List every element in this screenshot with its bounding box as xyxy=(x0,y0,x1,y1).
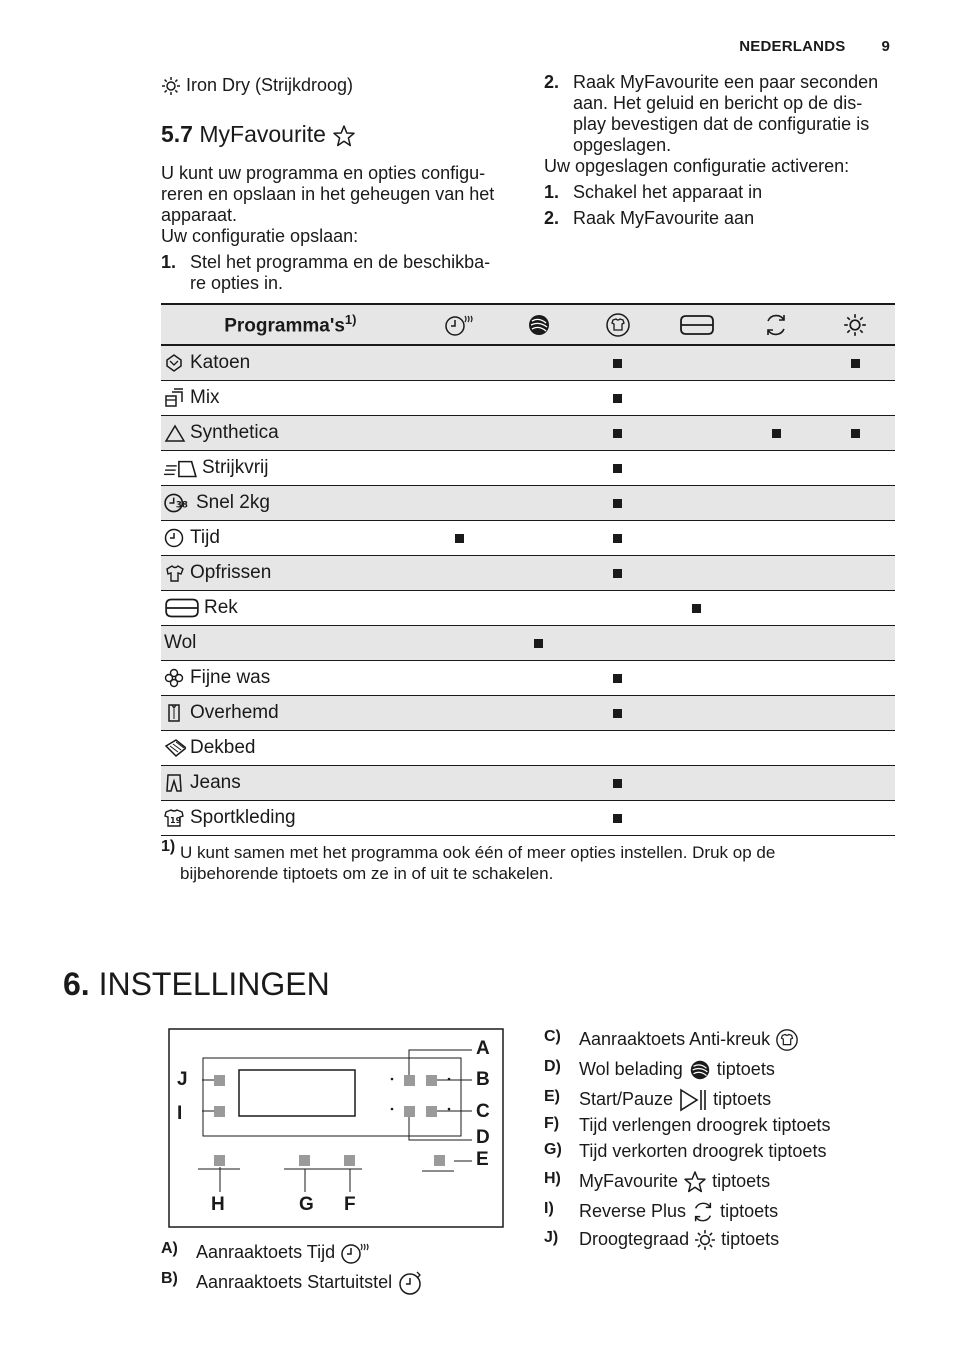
legend-left: A) Aanraaktoets Tijd B) Aanraaktoets Startuitstel xyxy=(161,1240,501,1330)
step-number: 2. xyxy=(544,72,560,92)
option-cell-rack-icon xyxy=(657,521,736,556)
step-number: 1. xyxy=(544,182,560,202)
jeans-icon xyxy=(164,772,186,793)
option-cell-reverse-plus-icon xyxy=(737,345,816,381)
option-cell-reverse-plus-icon xyxy=(737,661,816,696)
option-cell-wool-icon xyxy=(499,381,578,416)
option-cell-dryness-icon xyxy=(816,345,895,381)
delicates-icon xyxy=(164,667,186,688)
option-cell-dryness-icon xyxy=(816,381,895,416)
programme-name-cell xyxy=(161,661,420,696)
programme-name-cell xyxy=(161,416,420,451)
option-cell-wool-icon xyxy=(499,345,578,381)
option-cell-reverse-plus-icon xyxy=(737,591,816,626)
label-f: F xyxy=(344,1194,356,1215)
programme-name-cell xyxy=(161,556,420,591)
programme-name-cell xyxy=(161,451,420,486)
option-cell-rack-icon xyxy=(657,766,736,801)
step-line: re opties in. xyxy=(190,273,284,293)
option-cell-anti-crease-icon xyxy=(578,801,657,836)
anti-crease-icon xyxy=(775,1028,799,1052)
iron-dry-item xyxy=(161,75,353,96)
option-cell-time-icon xyxy=(420,801,499,836)
programme-name: Tijd xyxy=(190,527,220,548)
option-marker xyxy=(613,429,622,438)
cotton-icon xyxy=(164,352,186,373)
table-row xyxy=(161,521,895,556)
option-cell-anti-crease-icon xyxy=(578,381,657,416)
time-icon xyxy=(420,304,499,345)
option-marker xyxy=(613,709,622,718)
option-marker xyxy=(613,814,622,823)
step-number: 2. xyxy=(544,208,560,228)
option-cell-time-icon xyxy=(420,626,499,661)
option-cell-reverse-plus-icon xyxy=(737,556,816,591)
option-cell-anti-crease-icon xyxy=(578,591,657,626)
option-cell-rack-icon xyxy=(657,556,736,591)
programme-name: Rek xyxy=(204,597,238,618)
option-cell-anti-crease-icon xyxy=(578,696,657,731)
footnote-line: bijbehorende tiptoets om ze in of uit te schakelen. xyxy=(180,864,554,883)
option-cell-anti-crease-icon xyxy=(578,556,657,591)
footnote-ref: 1) xyxy=(344,311,357,327)
svg-text:38: 38 xyxy=(175,500,188,511)
rack-icon xyxy=(164,597,200,618)
sportswear-icon xyxy=(164,807,186,828)
option-marker xyxy=(613,674,622,683)
table-row xyxy=(161,661,895,696)
option-cell-dryness-icon xyxy=(816,661,895,696)
step-number: 1. xyxy=(161,252,177,272)
option-cell-rack-icon xyxy=(657,345,736,381)
option-cell-time-icon xyxy=(420,345,499,381)
option-cell-wool-icon xyxy=(499,801,578,836)
option-marker xyxy=(692,604,701,613)
table-row xyxy=(161,696,895,731)
option-cell-wool-icon xyxy=(499,661,578,696)
option-marker xyxy=(851,429,860,438)
programme-name: Strijkvrij xyxy=(202,457,269,478)
section-title: MyFavourite xyxy=(199,121,326,147)
option-marker xyxy=(613,359,622,368)
option-cell-anti-crease-icon xyxy=(578,766,657,801)
label-e: E xyxy=(476,1149,489,1170)
programme-name: Sportkleding xyxy=(190,807,296,828)
option-cell-reverse-plus-icon xyxy=(737,696,816,731)
programme-name-cell xyxy=(161,766,420,801)
option-cell-reverse-plus-icon xyxy=(737,626,816,661)
option-cell-time-icon xyxy=(420,766,499,801)
label-j: J xyxy=(177,1069,188,1090)
option-cell-rack-icon xyxy=(657,801,736,836)
option-cell-time-icon xyxy=(420,451,499,486)
table-row xyxy=(161,486,895,521)
programme-name: Mix xyxy=(190,387,220,408)
label-a: A xyxy=(476,1038,490,1059)
table-row xyxy=(161,381,895,416)
option-cell-time-icon xyxy=(420,521,499,556)
programme-name-cell xyxy=(161,486,420,521)
option-cell-wool-icon xyxy=(499,696,578,731)
option-marker xyxy=(772,429,781,438)
option-cell-time-icon xyxy=(420,696,499,731)
programme-name: Dekbed xyxy=(190,737,256,758)
control-panel-diagram xyxy=(168,1028,504,1228)
language-label: NEDERLANDS xyxy=(739,38,846,55)
chapter-heading xyxy=(63,966,330,1003)
programme-name: Synthetica xyxy=(190,422,279,443)
intro-line: Uw configuratie opslaan: xyxy=(161,226,359,246)
programme-name-cell xyxy=(161,381,420,416)
step-text: Raak MyFavourite aan xyxy=(573,208,755,228)
table-footnote xyxy=(161,838,861,884)
option-cell-wool-icon xyxy=(499,416,578,451)
option-cell-rack-icon xyxy=(657,591,736,626)
shirt-icon xyxy=(164,702,186,723)
option-marker xyxy=(455,534,464,543)
table-header-row xyxy=(161,304,895,345)
programme-name: Wol xyxy=(164,632,197,653)
iron-dry-label: Iron Dry (Strijkdroog) xyxy=(186,75,354,95)
option-cell-wool-icon xyxy=(499,766,578,801)
dryness-icon xyxy=(694,1229,716,1251)
chapter-title: INSTELLINGEN xyxy=(98,966,330,1002)
option-cell-rack-icon xyxy=(657,661,736,696)
programme-name-cell xyxy=(161,345,420,381)
option-cell-dryness-icon xyxy=(816,801,895,836)
time-icon xyxy=(340,1240,370,1266)
table-row xyxy=(161,626,895,661)
option-cell-reverse-plus-icon xyxy=(737,801,816,836)
option-cell-wool-icon xyxy=(499,626,578,661)
intro-line: apparaat. xyxy=(161,205,238,225)
table-row xyxy=(161,801,895,836)
section-heading xyxy=(161,121,356,148)
page-number: 9 xyxy=(881,38,890,55)
step-line: aan. Het geluid en bericht op de dis- xyxy=(573,93,863,113)
reverse-plus-icon xyxy=(691,1200,715,1224)
chapter-number: 6. xyxy=(63,966,90,1002)
option-cell-reverse-plus-icon xyxy=(737,451,816,486)
option-marker xyxy=(613,464,622,473)
option-cell-reverse-plus-icon xyxy=(737,766,816,801)
star-icon xyxy=(683,1170,707,1194)
option-marker xyxy=(534,639,543,648)
option-cell-dryness-icon xyxy=(816,626,895,661)
option-cell-reverse-plus-icon xyxy=(737,521,816,556)
option-cell-time-icon xyxy=(420,416,499,451)
option-cell-rack-icon xyxy=(657,486,736,521)
easy-iron-icon xyxy=(164,457,198,478)
step-1 xyxy=(161,252,511,294)
step-line: opgeslagen. xyxy=(573,135,672,155)
step-line: Stel het programma en de beschikba- xyxy=(190,252,491,272)
option-cell-wool-icon xyxy=(499,451,578,486)
option-cell-time-icon xyxy=(420,556,499,591)
anti-crease-icon xyxy=(578,304,657,345)
programme-name: Opfrissen xyxy=(190,562,272,583)
synthetics-icon xyxy=(164,422,186,443)
mix-icon xyxy=(164,387,186,408)
section-number: 5.7 xyxy=(161,121,193,147)
table-row xyxy=(161,591,895,626)
option-marker xyxy=(613,779,622,788)
step-text: Schakel het apparaat in xyxy=(573,182,763,202)
option-cell-reverse-plus-icon xyxy=(737,486,816,521)
programme-name: Katoen xyxy=(190,352,251,373)
option-marker xyxy=(613,499,622,508)
option-cell-rack-icon xyxy=(657,626,736,661)
table-row xyxy=(161,766,895,801)
programme-name: Snel 2kg xyxy=(196,492,270,513)
option-marker xyxy=(613,569,622,578)
programme-name: Overhemd xyxy=(190,702,279,723)
programme-name: Fijne was xyxy=(190,667,271,688)
option-cell-wool-icon xyxy=(499,556,578,591)
dryness-icon xyxy=(161,76,181,96)
option-cell-reverse-plus-icon xyxy=(737,731,816,766)
activate-step-1 xyxy=(544,182,894,203)
label-c: C xyxy=(476,1101,490,1122)
option-marker xyxy=(851,359,860,368)
option-cell-dryness-icon xyxy=(816,521,895,556)
star-icon xyxy=(332,124,356,148)
label-h: H xyxy=(211,1194,225,1215)
option-cell-time-icon xyxy=(420,486,499,521)
option-cell-reverse-plus-icon xyxy=(737,381,816,416)
refresh-icon xyxy=(164,562,186,583)
reverse-plus-icon xyxy=(737,304,816,345)
option-cell-dryness-icon xyxy=(816,451,895,486)
option-cell-dryness-icon xyxy=(816,591,895,626)
step-2 xyxy=(544,72,894,156)
option-cell-dryness-icon xyxy=(816,731,895,766)
footnote-line: U kunt samen met het programma ook één of meer opties instellen. Druk op de xyxy=(180,843,776,862)
right-column xyxy=(544,72,894,229)
option-cell-wool-icon xyxy=(499,731,578,766)
label-d: D xyxy=(476,1127,490,1148)
programme-header: $Programma's^{1)}$ xyxy=(161,304,420,345)
table-row xyxy=(161,556,895,591)
option-cell-wool-icon xyxy=(499,521,578,556)
label-i: I xyxy=(177,1103,183,1124)
option-cell-anti-crease-icon xyxy=(578,451,657,486)
programme-name-cell xyxy=(161,591,420,626)
option-cell-wool-icon xyxy=(499,591,578,626)
step-line: play bevestigen dat de configuratie is xyxy=(573,114,870,134)
option-cell-dryness-icon xyxy=(816,556,895,591)
option-cell-rack-icon xyxy=(657,731,736,766)
intro-line: reren en opslaan in het geheugen van het xyxy=(161,184,495,204)
duvet-icon xyxy=(164,737,186,758)
footnote-mark: 1) xyxy=(161,838,176,855)
option-cell-time-icon xyxy=(420,661,499,696)
delay-start-icon xyxy=(397,1270,423,1296)
option-marker xyxy=(613,534,622,543)
option-cell-anti-crease-icon xyxy=(578,345,657,381)
option-cell-wool-icon xyxy=(499,486,578,521)
wool-icon xyxy=(499,304,578,345)
dryness-icon xyxy=(816,304,895,345)
quick-icon xyxy=(164,492,192,513)
option-cell-anti-crease-icon xyxy=(578,626,657,661)
start-pause-icon xyxy=(678,1088,708,1112)
option-cell-dryness-icon xyxy=(816,696,895,731)
label-b: B xyxy=(476,1069,490,1090)
table-row xyxy=(161,345,895,381)
programme-name-cell xyxy=(161,696,420,731)
option-cell-dryness-icon xyxy=(816,766,895,801)
table-row xyxy=(161,416,895,451)
programme-name-cell xyxy=(161,521,420,556)
option-cell-rack-icon xyxy=(657,696,736,731)
option-cell-dryness-icon xyxy=(816,486,895,521)
timer-icon xyxy=(164,527,186,548)
table-row xyxy=(161,451,895,486)
option-cell-reverse-plus-icon xyxy=(737,416,816,451)
option-cell-anti-crease-icon xyxy=(578,731,657,766)
option-cell-rack-icon xyxy=(657,451,736,486)
option-cell-anti-crease-icon xyxy=(578,416,657,451)
intro-text xyxy=(161,163,511,294)
option-cell-time-icon xyxy=(420,591,499,626)
option-cell-time-icon xyxy=(420,731,499,766)
page-header xyxy=(739,38,890,55)
rack-icon xyxy=(657,304,736,345)
option-cell-rack-icon xyxy=(657,416,736,451)
option-cell-dryness-icon xyxy=(816,416,895,451)
option-cell-anti-crease-icon xyxy=(578,521,657,556)
programme-name: Jeans xyxy=(190,772,241,793)
intro-line: U kunt uw programma en opties configu- xyxy=(161,163,486,183)
option-marker xyxy=(613,394,622,403)
activate-step-2 xyxy=(544,208,894,229)
svg-text:19: 19 xyxy=(170,815,182,825)
option-cell-time-icon xyxy=(420,381,499,416)
programme-options-table xyxy=(161,303,895,836)
option-cell-anti-crease-icon xyxy=(578,661,657,696)
label-g: G xyxy=(299,1194,314,1215)
programme-name-cell xyxy=(161,626,420,661)
activate-text: Uw opgeslagen configuratie activeren: xyxy=(544,156,850,176)
table-row xyxy=(161,731,895,766)
step-line: Raak MyFavourite een paar seconden xyxy=(573,72,879,92)
programme-name-cell xyxy=(161,801,420,836)
option-cell-anti-crease-icon xyxy=(578,486,657,521)
option-cell-rack-icon xyxy=(657,381,736,416)
wool-icon xyxy=(688,1058,712,1082)
legend-right: C) Aanraaktoets Anti-kreuk D) Wol belading tiptoets E) Start/Pauze tiptoets F) Tijd verlengen droogrek tiptoets G) Tijd verkorten droogrek tiptoets H) MyFavourite tiptoets I) Reverse Plus tiptoets J) Droogtegraad tiptoets xyxy=(544,1028,904,1258)
programme-name-cell xyxy=(161,731,420,766)
